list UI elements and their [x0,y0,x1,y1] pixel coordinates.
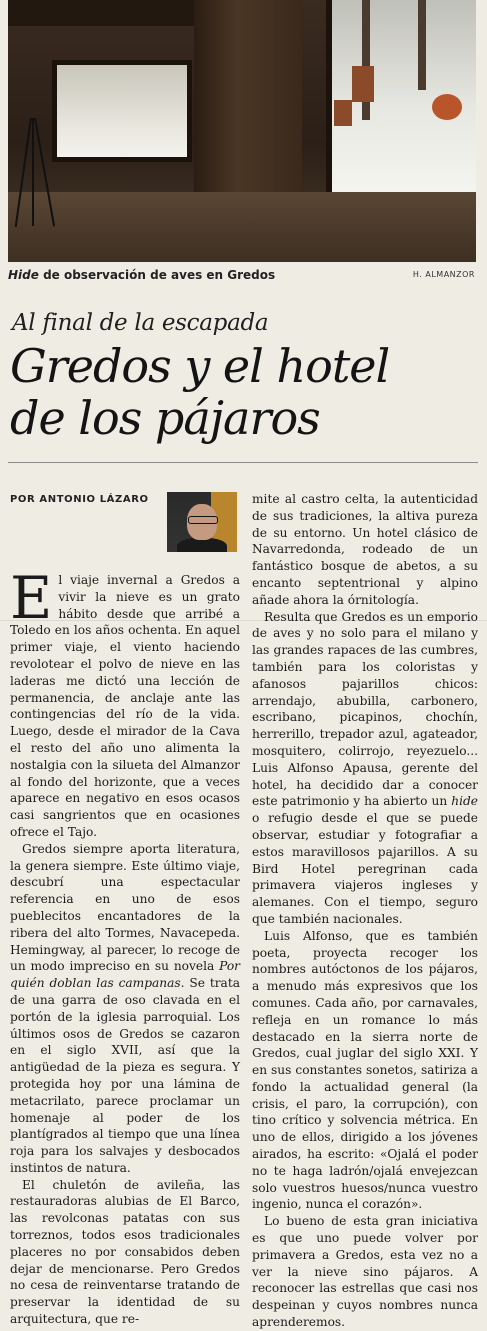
paragraph-2-text-a: Gredos siempre aporta literatura, la genera siempre. Este último viaje, descubrí una espectacular referencia en uno de esos pueblecitos encantadores de la ribera del alto Tormes, Navacepeda. Hemingway, al parecer, lo recoge de un modo impreciso en su novela [10,841,240,974]
headline-line-1: Gredos y el hotel [10,339,390,393]
photo-beam [8,0,194,26]
author-photo-glasses [188,516,218,524]
byline: POR ANTONIO LÁZARO [10,494,149,505]
photo-right-window [326,0,476,204]
paragraph-2-text-b: . Se trata de una garra de oso clavada en el portón de la iglesia parroquial. Los últimos osos de Gredos se cazaron en el siglo XVII, así que la antigüedad de la pieza es segura. Y protegida hoy por una lámina de metacrilato, parece proclamar un homenaje al poder de los plantígrados al tiempo que una línea roja para los salvajes y desbocados instintos de natura. [10,976,240,1175]
divider [8,462,478,463]
paragraph-4-text-b: o refugio desde el que se puede observar, estudiar y fotografiar a estos maravillosos pajarillos. A su Bird Hotel peregrinan cada primavera viajeros ingleses y alemanes. Con el tiempo, seguro que también nacionales. [252,811,478,926]
article-kicker: Al final de la escapada [12,310,269,336]
paragraph-5: Luis Alfonso, que es también poeta, proyecta recoger los nombres autóctonos de los pájaros, a menudo más expresivos que los comunes. Cada año, por carnavales, refleja en un romance lo más destacado en la sierra norte de Gredos, cual juglar del siglo XXI. Y en sus constantes sonetos, satiriza a fondo la actualidad general (la crisis, el paro, la corrupción), con tino crítico y solvencia métrica. En uno de ellos, dirigido a los jóvenes airados, ha escrito: «Ojalá el poder no te haga ladrón/ojalá envejezcan solo vuestros huesos/nunca vuestro ingenio, nunca el corazón». [252,928,478,1212]
photo-tree [362,0,370,120]
paragraph-3-continued: mite al castro celta, la autenticidad de sus tradiciones, la altiva pureza de su entorno. Un hotel clásico de Navarredonda, rodeado de un fantástico bosque de abetos, a su encanto septentrional y alpino añade ahora la órnitología. [252,492,478,607]
photo-left-window [52,60,192,162]
paragraph-2 [10,841,240,1177]
paragraph-3: El chuletón de avileña, las restauradoras alubias de El Barco, las revolconas patatas con sus torreznos, todos esos tradicionales placeres no por consabidos deben dejar de mencionarse. Pero Gredos no cesa de reinventarse tratando de preservar la identidad de su arquitectura, que re- [10,1177,240,1327]
photo-tripod-leg [32,118,34,226]
caption-text: de observación de aves en Gredos [38,268,276,282]
photo-log [432,94,462,120]
drop-cap: E [10,564,53,632]
article-column-1 [10,564,240,1328]
photo-tree [418,0,426,90]
caption-italic: Hide [8,268,39,282]
photo-credit: H. ALMANZOR [412,270,475,279]
article-column-2 [252,491,478,1331]
photo-stump [334,100,352,126]
photo-floor [8,192,476,262]
paragraph-1-text: l viaje invernal a Gredos a vivir la nieve es un grato hábito desde que arribé a Toledo en los años ochenta. En aquel primer viaje, el viento haciendo revolotear el polvo de nieve en las laderas me dictó una lección de permanencia, de anclaje ante las contingencias del río de la vida. Luego, desde el mirador de la Cava el resto del año uno alimenta la nostalgia con la silueta del Almanzor al fondo del horizonte, que a veces aparece en negativo en esos ocasos casi sangrientos que en ocasiones ofrece el Tajo. [10,573,240,839]
author-photo-shirt [177,538,227,552]
paragraph-1 [10,564,240,841]
paragraph-4-text-a: Resulta que Gredos es un emporio de aves y no solo para el milano y las grandes rapaces de las cumbres, también para los coloristas y afanosos pajarillos chicos: arrendajo, abubilla, carbonero, escribano, picapinos, chochín, herrerillo, trepador azul, agateador, mosquitero, colirrojo, reyezuelo... Luis Alfonso Apausa, gerente del hotel, ha decidido dar a conocer este patrimonio y ha abierto un [252,609,478,809]
novel-title: Por quién doblan las campanas [10,959,240,991]
author-photo [167,492,237,552]
paper-fold [0,620,487,621]
hide-term: hide [451,794,478,809]
article-headline [10,340,480,444]
headline-line-2: de los pájaros [10,391,320,445]
photo-stump [352,66,374,102]
paragraph-4 [252,609,478,928]
photo-caption [8,268,474,284]
paragraph-6: Lo bueno de esta gran iniciativa es que uno puede volver por primavera a Gredos, esta vez no a ver la nieve sino pájaros. A reconocer las estrellas que casi nos despeinan y cuyos nombres nunca aprenderemos. [252,1214,478,1330]
hero-photo [8,0,476,262]
